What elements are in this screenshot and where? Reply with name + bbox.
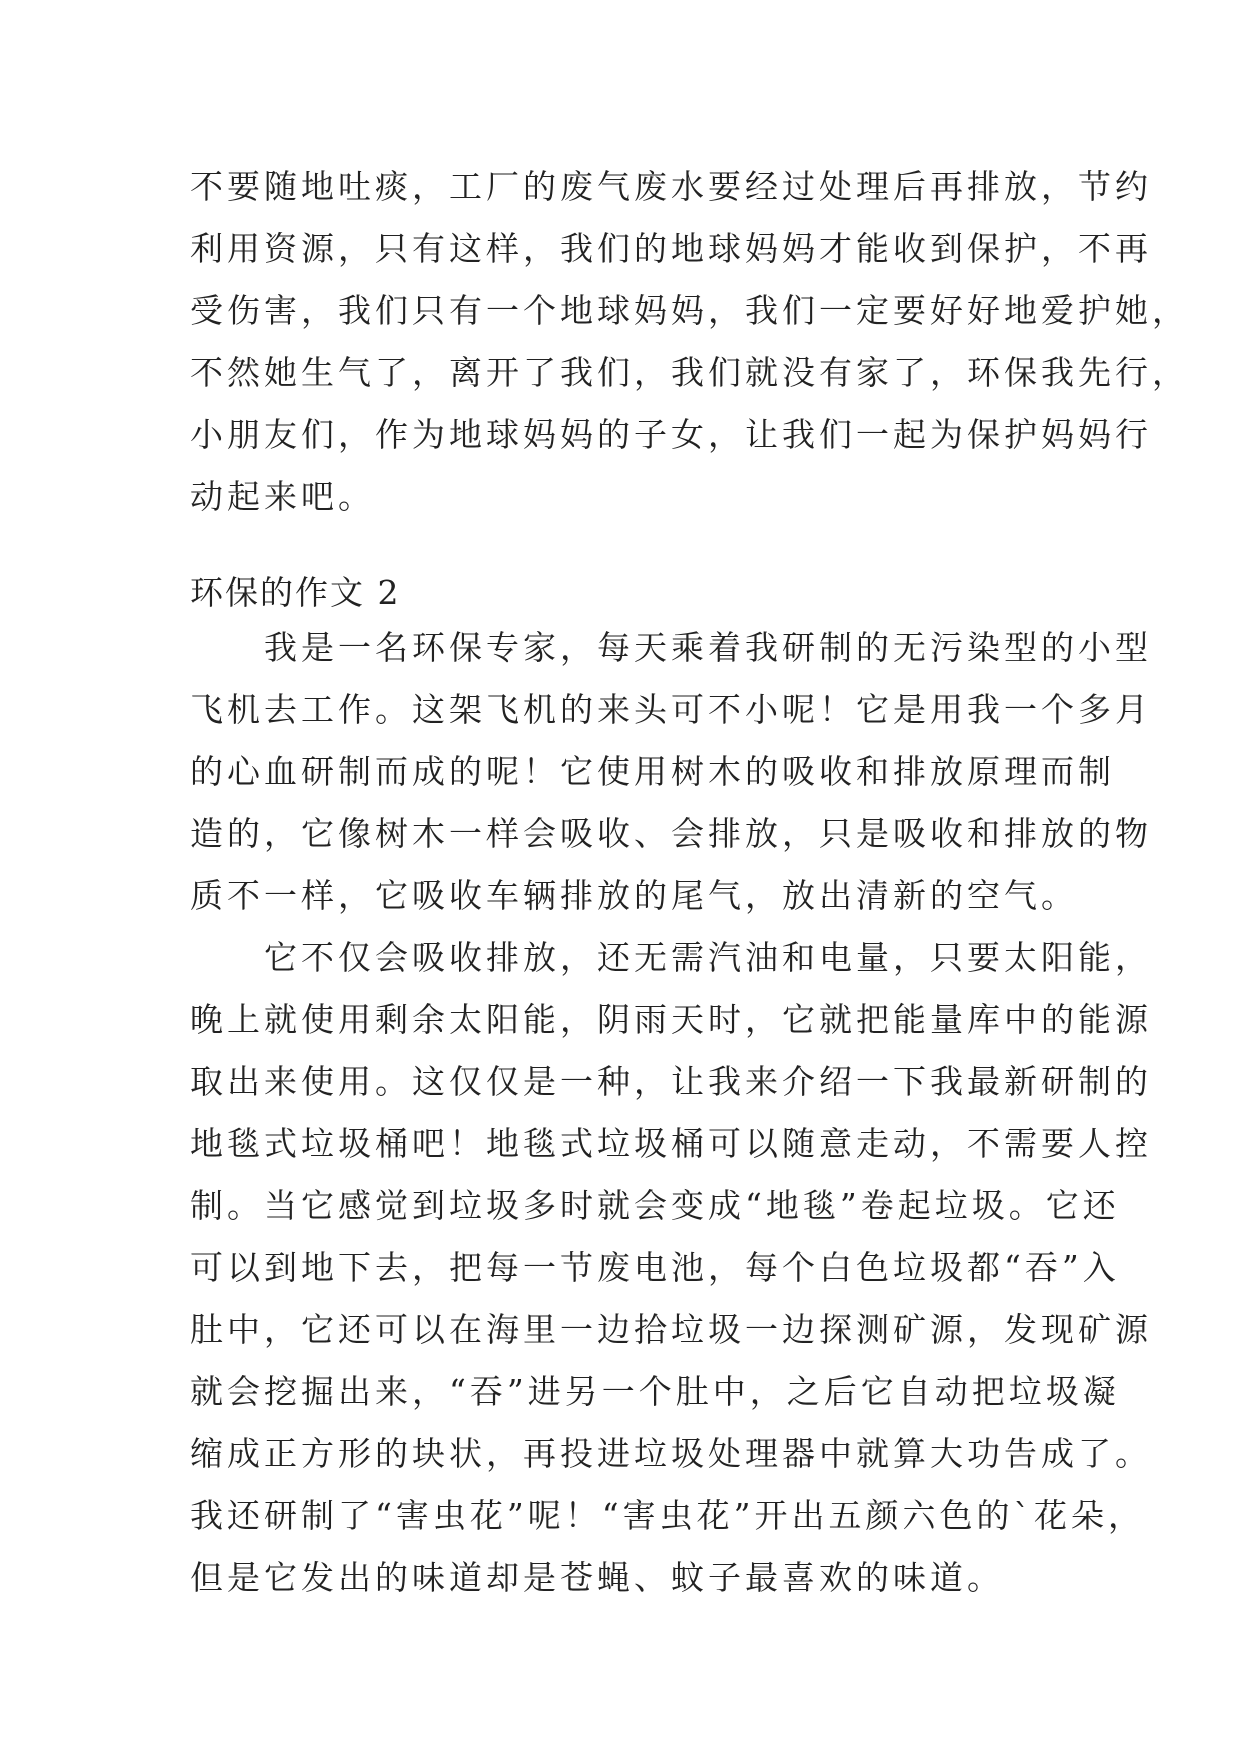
text-line: 肚中，它还可以在海里一边拾垃圾一边探测矿源，发现矿源	[190, 1310, 1152, 1349]
text-line: 不要随地吐痰，工厂的废气废水要经过处理后再排放，节约	[190, 167, 1152, 206]
essay-body	[190, 617, 1152, 1609]
text-line: 我是一名环保专家，每天乘着我研制的无污染型的小型	[190, 628, 1152, 667]
text-line: 动起来吧。	[190, 477, 375, 516]
text-line: 造的，它像树木一样会吸收、会排放，只是吸收和排放的物	[190, 814, 1152, 853]
text-line: 晚上就使用剩余太阳能，阴雨天时，它就把能量库中的能源	[190, 1000, 1152, 1039]
text-line: 缩成正方形的块状，再投进垃圾处理器中就算大功告成了。	[190, 1434, 1152, 1473]
text-line: 不然她生气了，离开了我们，我们就没有家了，环保我先行，	[190, 353, 1189, 392]
text-line: 的心血研制而成的呢！它使用树木的吸收和排放原理而制	[190, 752, 1115, 791]
text-line: 飞机去工作。这架飞机的来头可不小呢！它是用我一个多月	[190, 690, 1152, 729]
text-line: 小朋友们，作为地球妈妈的子女，让我们一起为保护妈妈行	[190, 415, 1152, 454]
text-line: 可以到地下去，把每一节废电池，每个白色垃圾都“吞”入	[190, 1248, 1120, 1287]
text-line: 质不一样，它吸收车辆排放的尾气，放出清新的空气。	[190, 876, 1078, 915]
text-line: 利用资源，只有这样，我们的地球妈妈才能收到保护，不再	[190, 229, 1152, 268]
text-line: 制。当它感觉到垃圾多时就会变成“地毯”卷起垃圾。它还	[190, 1186, 1120, 1225]
text-line: 我还研制了“害虫花”呢！“害虫花”开出五颜六色的`花朵，	[190, 1496, 1145, 1535]
intro-paragraph	[190, 156, 1189, 528]
text-line: 但是它发出的味道却是苍蝇、蚊子最喜欢的味道。	[190, 1558, 1004, 1597]
essay-title: 环保的作文 2	[190, 573, 401, 612]
text-line: 就会挖掘出来，“吞”进另一个肚中，之后它自动把垃圾凝	[190, 1372, 1120, 1411]
text-line: 取出来使用。这仅仅是一种，让我来介绍一下我最新研制的	[190, 1062, 1152, 1101]
text-line: 地毯式垃圾桶吧！地毯式垃圾桶可以随意走动，不需要人控	[190, 1124, 1152, 1163]
text-line: 它不仅会吸收排放，还无需汽油和电量，只要太阳能，	[190, 938, 1152, 977]
text-line: 受伤害，我们只有一个地球妈妈，我们一定要好好地爱护她，	[190, 291, 1189, 330]
